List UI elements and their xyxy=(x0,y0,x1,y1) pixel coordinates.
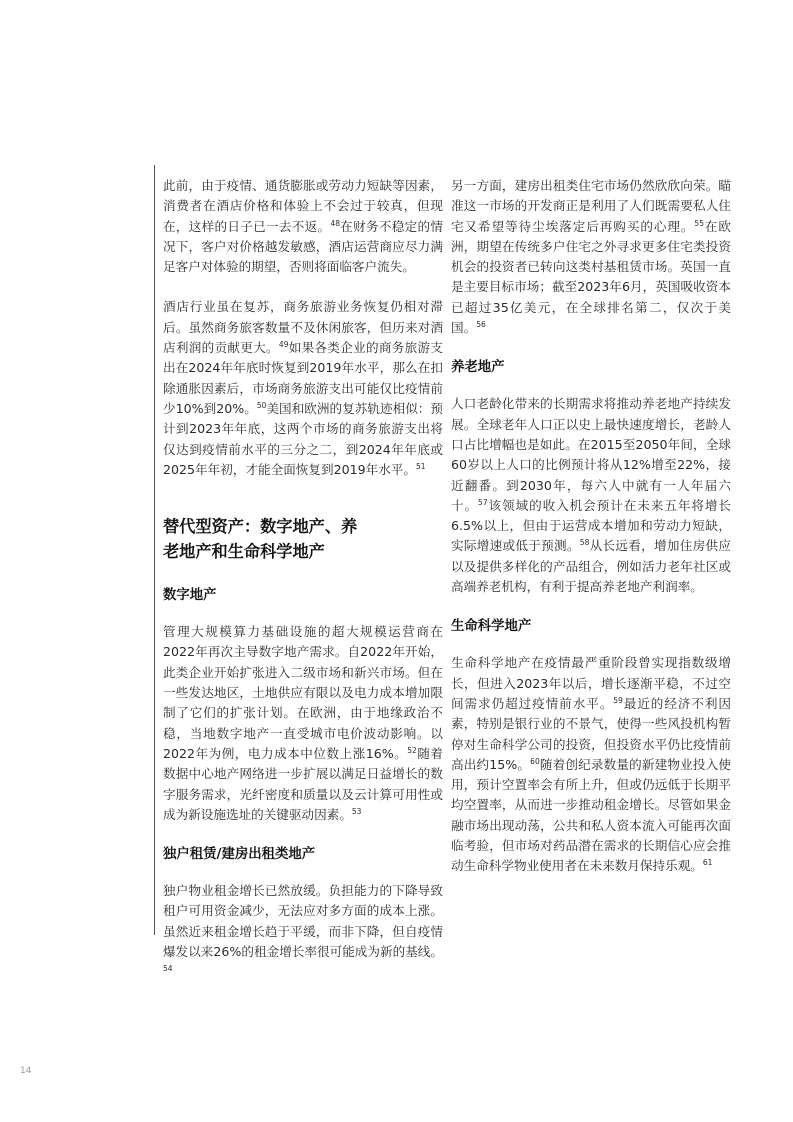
text: 最近的经济不利因素，特别是银行业的不景气，使得一些风投机构暂停对生命科学公司的投资，但投资水平仍比疫情前高出约15%。 xyxy=(451,695,732,772)
subheading-digital: 数字地产 xyxy=(163,588,217,604)
text: 另一方面，建房出租类住宅市场仍然欣欣向荣。瞄准这一市场的开发商正是利用了人们既需要私人住宅又希望等待尘埃落定后再购买的心理。 xyxy=(451,178,731,234)
text: 人口老龄化带来的长期需求将推动养老地产持续发展。全球老年人口正以史上最快速度增长，老龄人口占比增幅也是如此。在2015至2050年间，全球60岁以上人口的比例预计将从12%增至22%，接近翻番。到2030年，每六人中就有一人年届六十。 xyxy=(451,396,731,513)
text: 该领域的收入机会预计在未来五年将增长6.5%以上，但由于运营成本增加和劳动力短缺，实际增速或低于预测。 xyxy=(451,497,732,554)
paragraph-business-travel xyxy=(163,297,443,480)
subheading-rental: 独户租赁/建房出租类地产 xyxy=(163,847,316,863)
footnote-ref[interactable]: 54 xyxy=(163,964,173,974)
column-divider xyxy=(154,165,155,935)
footnote-ref[interactable]: 48 xyxy=(330,218,340,228)
text: 管理大规模算力基础设施的超大规模运营商在2022年再次主导数字地产需求。自2022年开始，此类企业开始扩张进入二级市场和新兴市场。但在一些发达地区，土地供应有限以及电力成本增加限制了它们的扩张计划。在欧洲，由于地缘政治不稳，当地数字地产一直受城市电价波动影响。以2022年为例，电力成本中位数上涨16%。 xyxy=(163,624,443,761)
footnote-ref[interactable]: 60 xyxy=(530,756,540,766)
text: 独户物业租金增长已然放缓。负担能力的下降导致租户可用资金减少，无法应对多方面的成本上涨。虽然近来租金增长趋于平缓，而非下降，但自疫情爆发以来26%的租金增长率很可能成为新的基线。 xyxy=(163,883,443,960)
footnote-ref[interactable]: 50 xyxy=(256,400,267,410)
text: 随着创纪录数量的新建物业投入使用，预计空置率会有所上升，但或仍远低于长期平均空置率，从而进一步推动租金增长。尽管如果金融市场出现动荡，公共和私人资本流入可能再次面临考验，但市场对药品潜在需求的长期信心应会推动生命科学物业使用者在未来数月保持乐观。 xyxy=(451,756,732,874)
paragraph-digital xyxy=(163,622,443,825)
footnote-ref[interactable]: 58 xyxy=(579,538,590,548)
footnote-ref[interactable]: 51 xyxy=(416,461,426,471)
left-column xyxy=(163,176,443,1003)
section-heading: 替代型资产：数字地产、养老地产和生命科学地产 xyxy=(163,517,358,562)
paragraph-hotel-price xyxy=(163,176,443,277)
text: 如果各类企业的商务旅游支出在2024年年底时恢复到2019年水平，那么在扣除通胀因素后，市场商务旅游支出可能仅比疫情前少10%到20%。 xyxy=(163,340,444,416)
footnote-ref[interactable]: 49 xyxy=(278,339,289,349)
footnote-ref[interactable]: 55 xyxy=(694,218,704,228)
paragraph-senior xyxy=(451,394,731,597)
paragraph-rental xyxy=(163,881,443,982)
text: 此前，由于疫情、通货膨胀或劳动力短缺等因素，消费者在酒店价格和体验上不会过于较真，但现在，这样的日子已一去不返。 xyxy=(163,178,443,234)
footnote-ref[interactable]: 61 xyxy=(702,858,713,868)
text: 美国和欧洲的复苏轨迹相似：预计到2023年年底，这两个市场的商务旅游支出将仅达到疫情前水平的三分之二，到2024年年底或2025年年初，才能全面恢复到2019年水平。 xyxy=(163,400,444,477)
subheading-life-science: 生命科学地产 xyxy=(451,619,532,635)
footnote-ref[interactable]: 59 xyxy=(613,695,623,705)
paragraph-build-to-rent xyxy=(451,176,731,338)
footnote-ref[interactable]: 52 xyxy=(407,745,417,755)
subheading-senior: 养老地产 xyxy=(451,360,505,376)
text: 酒店行业虽在复苏，商务旅游业务恢复仍相对滞后。虽然商务旅客数量不及休闲旅客，但历来对酒店利润的贡献更大。 xyxy=(163,299,443,356)
text: 随着数据中心地产网络进一步扩展以满足日益增长的数字服务需求，光纤密度和质量以及云计算可用性或成为新设施选址的关键驱动因素。 xyxy=(163,745,444,822)
page-number: 14 xyxy=(20,1066,32,1076)
right-column xyxy=(451,176,731,897)
footnote-ref[interactable]: 57 xyxy=(478,497,488,507)
text: 在欧洲，期望在传统多户住宅之外寻求更多住宅类投资机会的投资者已转向这类村基租赁市场。英国一直是主要目标市场；截至2023年6月，英国吸收资本已超过35亿美元，在全球排名第二，仅次于美国。 xyxy=(451,218,732,336)
text: 从长远看，增加住房供应以及提供多样化的产品组合，例如活力老年社区或高端养老机构，有利于提高养老地产利润率。 xyxy=(451,538,732,595)
text: 生命科学地产在疫情最严重阶段曾实现指数级增长，但进入2023年以后，增长逐渐平稳，不过空间需求仍超过疫情前水平。 xyxy=(451,655,731,711)
text: 在财务不稳定的情况下，客户对价格越发敏感，酒店运营商应尽力满足客户对体验的期望，否则将面临客户流失。 xyxy=(163,218,444,275)
footnote-ref[interactable]: 53 xyxy=(351,806,362,816)
footnote-ref[interactable]: 56 xyxy=(476,319,486,329)
paragraph-life-science xyxy=(451,653,731,876)
